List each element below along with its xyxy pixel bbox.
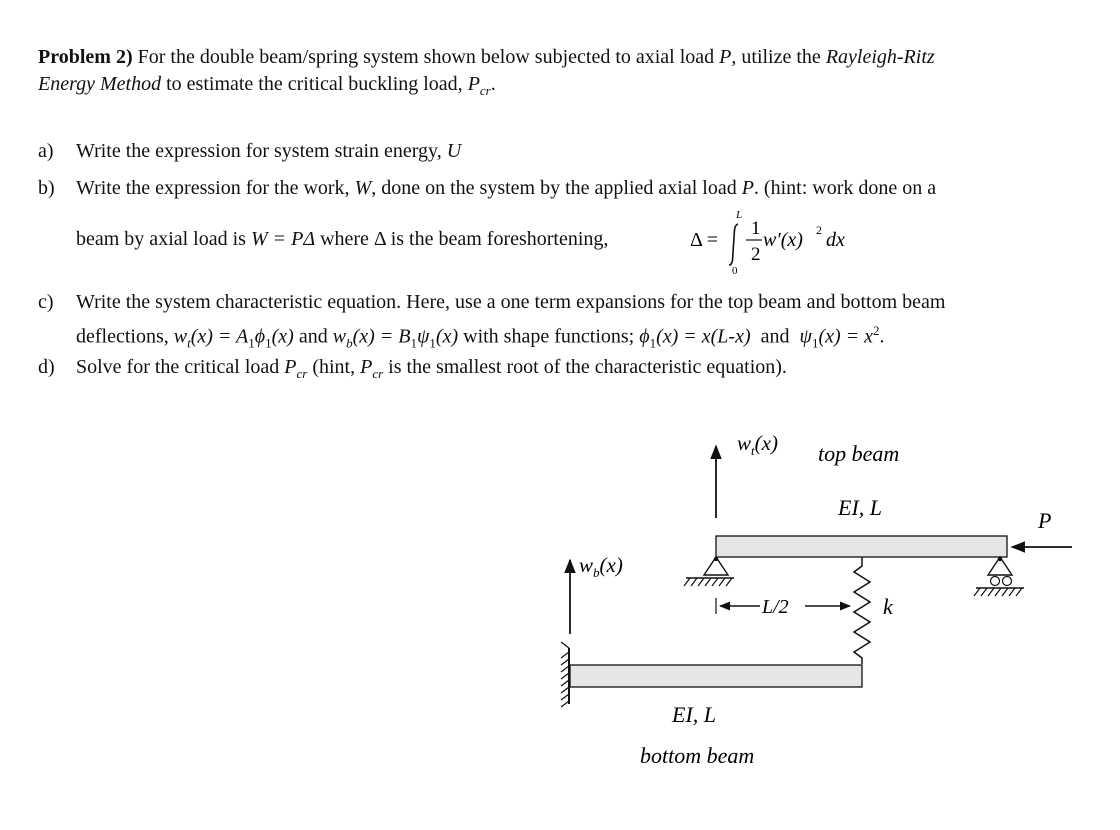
intro-part3: to estimate the critical buckling load, bbox=[166, 73, 463, 95]
top-beam-label: top beam bbox=[818, 441, 900, 466]
c-phi: ϕ bbox=[254, 325, 266, 348]
question-b-text-a: Write the expression for the work, bbox=[76, 177, 350, 199]
formula-lower-limit: 0 bbox=[732, 265, 738, 276]
d-text-c: is the smallest root of the characteristic equation). bbox=[388, 356, 787, 378]
question-b-P: P bbox=[741, 177, 754, 199]
bottom-beam bbox=[570, 665, 862, 687]
c-phi2-rest: (x) = x(L-x) bbox=[656, 325, 751, 348]
question-a-text: Write the expression for system strain energy, bbox=[76, 140, 442, 162]
c-wt: w bbox=[173, 325, 188, 348]
c-wt-rest: (x) = A bbox=[190, 325, 249, 348]
roller-support-right bbox=[974, 557, 1024, 596]
method-name-line2: Energy Method bbox=[38, 73, 162, 95]
d-P1-sub: cr bbox=[296, 366, 308, 381]
formula-denominator: 2 bbox=[751, 244, 761, 265]
critical-load-symbol: P bbox=[467, 73, 480, 95]
top-beam-props: EI, L bbox=[838, 495, 882, 520]
c-with: with shape functions; bbox=[463, 325, 635, 348]
bottom-beam-props: EI, L bbox=[672, 702, 716, 727]
c-phi-rest: (x) bbox=[271, 325, 294, 348]
critical-load-sub: cr bbox=[479, 83, 491, 98]
c-wb-sub: b bbox=[346, 335, 353, 351]
d-P2-sub: cr bbox=[372, 366, 384, 381]
formula-body: w′(x) bbox=[763, 229, 803, 251]
question-b-letter: b) bbox=[38, 177, 55, 199]
formula-power: 2 bbox=[816, 223, 822, 237]
intro-part1: For the double beam/spring system shown below subjected to axial load bbox=[137, 46, 715, 68]
c-wb: w bbox=[332, 325, 347, 348]
load-P-label: P bbox=[1038, 508, 1052, 533]
problem-label: Problem 2) bbox=[38, 46, 133, 68]
d-text-b: (hint, bbox=[312, 356, 356, 378]
formula-upper-limit: L bbox=[736, 209, 743, 221]
spring-k-label: k bbox=[883, 594, 893, 619]
c-B-sub: 1 bbox=[410, 335, 417, 351]
dim-L2-label: L/2 bbox=[762, 596, 789, 618]
c-psi2-rest: (x) = x bbox=[818, 325, 874, 348]
method-name-line1: Rayleigh-Ritz bbox=[825, 46, 935, 68]
question-d-letter: d) bbox=[38, 356, 55, 378]
c-phi2-sub: 1 bbox=[649, 335, 657, 351]
bottom-beam-label: bottom beam bbox=[640, 743, 755, 768]
formula-dx: dx bbox=[826, 229, 845, 251]
c-psi2-sub: 1 bbox=[811, 335, 819, 351]
intro-end: . bbox=[490, 73, 496, 95]
question-c-letter: c) bbox=[38, 291, 54, 313]
c-deflections: deflections, bbox=[76, 325, 169, 348]
intro-part2: , utilize the bbox=[731, 46, 821, 68]
load-symbol: P bbox=[719, 46, 732, 68]
question-b-line2-b: where Δ is the beam foreshortening, bbox=[320, 228, 609, 250]
d-text-a: Solve for the critical load bbox=[76, 356, 280, 378]
pin-support-left bbox=[684, 557, 734, 586]
c-and2: and bbox=[760, 325, 790, 348]
question-b-W: W bbox=[354, 177, 372, 199]
spring bbox=[854, 557, 870, 664]
wb-label: $w_b(x)$ bbox=[579, 553, 623, 580]
c-end: . bbox=[879, 325, 885, 348]
c-psi: ψ bbox=[417, 325, 430, 348]
question-a-letter: a) bbox=[38, 140, 54, 162]
fixed-wall bbox=[561, 642, 569, 707]
c-and: and bbox=[298, 325, 328, 348]
question-b-text-b: , done on the system by the applied axial load bbox=[371, 177, 737, 199]
question-b-text-c: . (hint: work done on a bbox=[753, 177, 937, 199]
c-psi2: ψ bbox=[799, 325, 812, 348]
c-psi2-sup: 2 bbox=[873, 323, 880, 338]
formula-numerator: 1 bbox=[751, 218, 761, 239]
c-psi-rest: (x) bbox=[435, 325, 459, 348]
c-phi-sub: 1 bbox=[265, 335, 272, 351]
question-c-line1: Write the system characteristic equation. Here, use a one term expansions for the top beam and bottom beam bbox=[76, 291, 946, 313]
c-phi2: ϕ bbox=[639, 325, 650, 348]
question-a-symbol: U bbox=[446, 140, 462, 162]
question-b-work-eq: W = PΔ bbox=[250, 228, 316, 250]
question-b-line2-a: beam by axial load is bbox=[76, 228, 246, 250]
c-wb-rest: (x) = B bbox=[352, 325, 411, 348]
c-psi-sub: 1 bbox=[429, 335, 436, 351]
d-P1: P bbox=[284, 356, 297, 378]
c-wt-sub: t bbox=[187, 335, 191, 351]
d-P2: P bbox=[360, 356, 373, 378]
wt-label: $w_t(x)$ bbox=[737, 431, 778, 458]
top-beam bbox=[716, 536, 1007, 557]
formula-lhs: Δ = bbox=[690, 229, 719, 251]
c-A-sub: 1 bbox=[248, 335, 255, 351]
